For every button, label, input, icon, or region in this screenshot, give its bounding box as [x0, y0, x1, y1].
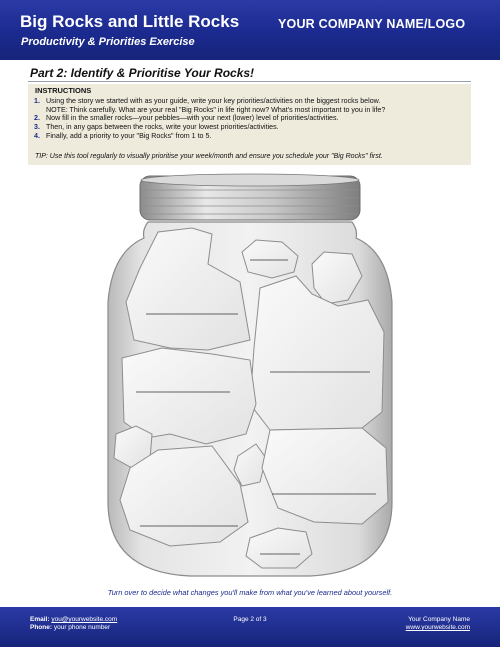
- instruction-step: 4. Finally, add a priority to your "Big Rocks" from 1 to 5.: [34, 131, 212, 140]
- instruction-step: 2. Now fill in the smaller rocks—your pebbles—with your next (lower) level of priorities/activities.: [34, 114, 339, 123]
- turn-over-note: Turn over to decide what changes you'll make from what you've learned about yourself.: [107, 588, 393, 597]
- page-number: Page 2 of 3: [233, 616, 267, 623]
- footer-bar: [0, 607, 500, 647]
- instructions-list: [34, 97, 466, 141]
- jar-illustration: [100, 172, 400, 584]
- footer-email: Email: you@yourwebsite.com: [30, 616, 118, 623]
- instruction-step: 3. Then, in any gaps between the rocks, write your lowest priorities/activities.: [34, 123, 279, 132]
- instruction-note: NOTE: Think carefully. What are your real "Big Rocks" in life right now? What's most important to you in life?: [46, 105, 386, 114]
- section-divider: [28, 81, 471, 82]
- instructions-heading: INSTRUCTIONS: [35, 86, 92, 95]
- tip-text: TIP: Use this tool regularly to visually prioritise your week/month and ensure you schedule your "Big Rocks" first.: [35, 153, 383, 160]
- document-title: Big Rocks and Little Rocks: [20, 12, 240, 31]
- instructions-box: [28, 84, 471, 165]
- footer-website-link[interactable]: www.yourwebsite.com: [405, 624, 470, 631]
- instruction-step: 1. Using the story we started with as your guide, write your key priorities/activities on the biggest rocks below.: [34, 97, 381, 105]
- jar-lid: [140, 174, 360, 220]
- footer-phone: Phone: your phone number: [30, 624, 111, 631]
- big-rock: [262, 428, 388, 524]
- header-bar: [0, 0, 500, 60]
- footer-company-name: Your Company Name: [408, 616, 470, 623]
- section-title: Part 2: Identify & Prioritise Your Rocks!: [30, 66, 255, 80]
- email-link[interactable]: you@yourwebsite.com: [51, 616, 118, 623]
- document-subtitle: Productivity & Priorities Exercise: [21, 36, 195, 48]
- company-logo-placeholder: YOUR COMPANY NAME/LOGO: [278, 17, 466, 31]
